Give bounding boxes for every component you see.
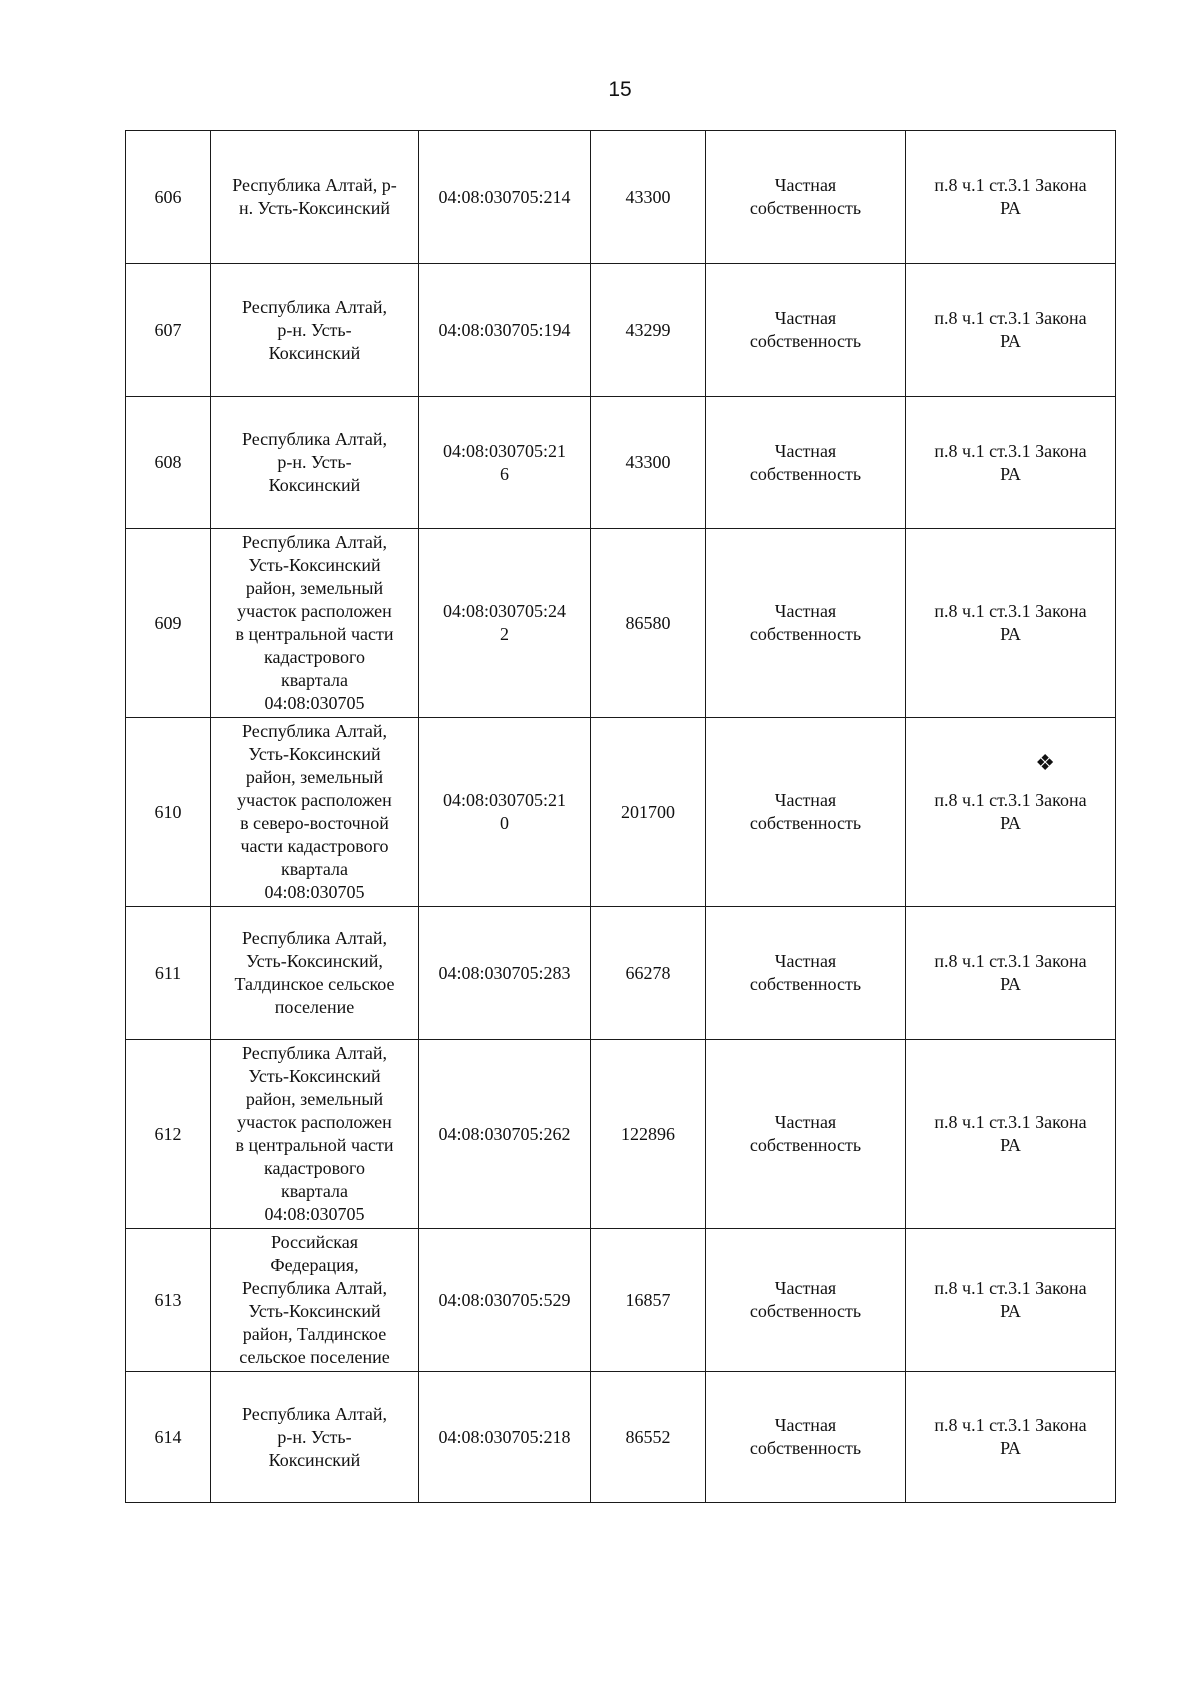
address-cell-line: Федерация, [270,1255,359,1275]
legal-basis-cell-line: п.8 ч.1 ст.3.1 Закона [934,951,1087,971]
area-cell [591,718,706,907]
address-cell-line: Республика Алтай, [241,296,388,317]
table-row [126,907,1116,1040]
ownership-cell-line: Частная [774,1112,837,1132]
address-cell-line: поселение [274,997,355,1017]
address-cell-line: район, земельный [245,767,384,787]
address-cell-line: в центральной части [235,1135,394,1155]
cadastral-number-cell [419,1229,591,1372]
address-cell-line: Республика Алтай, р- [232,175,397,195]
ownership-cell-line: Частная [774,951,837,971]
address-cell-line: Усть-Коксинский [248,555,381,575]
address-cell-line: 04:08:030705 [264,882,365,902]
address-cell-line: Коксинский [268,475,361,495]
row-number-cell-line: 614 [154,1426,182,1447]
address-cell-line: в центральной части [235,624,394,644]
legal-basis-cell-line: РА [1000,1301,1021,1321]
area-cell-line: 86552 [625,1426,671,1447]
row-number-cell-line: 607 [154,319,182,340]
address-cell-line: квартала [281,859,348,879]
address-cell-line: район, земельный [245,578,384,598]
area-cell [591,529,706,718]
ownership-cell-line: Частная [774,601,837,621]
address-cell-line: участок расположен [237,790,392,810]
legal-basis-cell-line: РА [1000,974,1021,994]
address-cell-line: Усть-Коксинский [248,1066,381,1086]
area-cell [591,1040,706,1229]
address-cell-line: Российская [271,1232,358,1252]
address-cell-line: Республика Алтай, [241,429,388,449]
cadastral-number-cell-line: 6 [500,463,509,484]
legal-basis-cell [906,264,1116,397]
address-cell-line: Усть-Коксинский, [246,951,383,971]
legal-basis-cell-line: РА [1000,331,1021,351]
address-cell-line: Республика Алтай, [241,532,388,552]
ownership-cell-line: собственность [749,198,862,218]
row-number-cell [126,1040,211,1229]
address-cell-line: 04:08:030705 [264,1204,365,1224]
address-cell-line: р-н. Усть- [277,319,352,340]
cadastral-number-cell-line: 04:08:030705:214 [438,186,571,207]
area-cell-line: 201700 [621,801,675,822]
table-body [126,131,1116,1503]
ownership-cell-line: собственность [749,974,862,994]
legal-basis-cell-line: п.8 ч.1 ст.3.1 Закона [934,601,1087,621]
area-cell [591,131,706,264]
cadastral-number-cell-line: 04:08:030705:283 [438,962,571,983]
cadastral-number-cell-line: 0 [500,813,509,833]
address-cell-line: кадастрового [264,647,365,667]
cadastral-number-cell [419,1372,591,1503]
legal-basis-cell-line: п.8 ч.1 ст.3.1 Закона [934,308,1087,328]
table-row [126,529,1116,718]
legal-basis-cell-line: РА [1000,624,1021,644]
legal-basis-cell [906,529,1116,718]
cadastral-number-cell [419,718,591,907]
legal-basis-cell-line: п.8 ч.1 ст.3.1 Закона [934,1278,1087,1298]
address-cell-line: Коксинский [268,1449,361,1470]
address-cell-line: Республика Алтай, [241,721,388,741]
legal-basis-cell-line: п.8 ч.1 ст.3.1 Закона [934,440,1087,461]
cadastral-number-cell [419,264,591,397]
address-cell-line: квартала [281,670,348,690]
ownership-cell-line: собственность [749,1438,862,1458]
legal-basis-cell [906,1372,1116,1503]
cadastral-number-cell [419,397,591,529]
cadastral-number-cell-line: 04:08:030705:24 [442,601,566,621]
ownership-cell [706,529,906,718]
page-number: 15 [608,78,632,101]
cadastral-number-cell [419,529,591,718]
address-cell-line: кадастрового [264,1158,365,1178]
address-cell [211,264,419,397]
row-number-cell-line: 611 [154,962,182,983]
address-cell-line: квартала [281,1181,348,1201]
area-cell [591,1229,706,1372]
legal-basis-cell-line: РА [1000,463,1021,484]
ownership-cell-line: Частная [774,1278,837,1298]
cadastral-number-cell [419,907,591,1040]
row-number-cell [126,264,211,397]
address-cell-line: участок расположен [237,601,392,621]
ownership-cell [706,1040,906,1229]
address-cell-line: район, Талдинское [242,1324,387,1344]
ownership-cell-line: собственность [749,463,862,484]
address-cell-line: 04:08:030705 [264,693,365,713]
ownership-cell [706,907,906,1040]
legal-basis-cell-line: РА [1000,198,1021,218]
ownership-cell-line: Частная [774,308,837,328]
row-number-cell [126,1229,211,1372]
area-cell-line: 43300 [625,186,671,207]
legal-basis-cell-line: РА [1000,813,1021,833]
legal-basis-cell [906,397,1116,529]
row-number-cell-line: 608 [154,452,182,472]
table-row [126,718,1116,907]
table-row [126,397,1116,529]
address-cell-line: р-н. Усть- [277,1426,352,1447]
cadastral-number-cell [419,131,591,264]
cadastral-number-cell [419,1040,591,1229]
address-cell-line: в северо-восточной [240,813,389,833]
ownership-cell [706,131,906,264]
land-registry-table [125,130,1116,1503]
address-cell-line: Республика Алтай, [241,1278,388,1298]
ownership-cell [706,264,906,397]
ink-blot-mark: ❖ [1035,750,1055,775]
row-number-cell-line: 606 [154,186,182,207]
row-number-cell [126,131,211,264]
address-cell-line: Усть-Коксинский [248,744,381,764]
cadastral-number-cell-line: 04:08:030705:529 [438,1289,571,1310]
address-cell [211,131,419,264]
ownership-cell-line: Частная [774,790,837,810]
legal-basis-cell-line: РА [1000,1438,1021,1458]
table-row [126,1229,1116,1372]
legal-basis-cell-line: п.8 ч.1 ст.3.1 Закона [934,1415,1087,1435]
ownership-cell-line: собственность [749,331,862,351]
legal-basis-cell-line: РА [1000,1135,1021,1155]
cadastral-number-cell-line: 04:08:030705:194 [438,319,571,340]
address-cell-line: Республика Алтай, [241,928,388,948]
address-cell [211,907,419,1040]
legal-basis-cell [906,1229,1116,1372]
address-cell [211,1040,419,1229]
ownership-cell-line: Частная [774,175,837,195]
address-cell [211,529,419,718]
cadastral-number-cell-line: 04:08:030705:218 [438,1426,571,1447]
ownership-cell [706,718,906,907]
legal-basis-cell-line: п.8 ч.1 ст.3.1 Закона [934,790,1087,810]
ownership-cell [706,397,906,529]
row-number-cell [126,1372,211,1503]
address-cell-line: участок расположен [237,1112,392,1132]
row-number-cell [126,529,211,718]
area-cell-line: 43299 [625,319,671,340]
row-number-cell-line: 613 [154,1289,182,1310]
legal-basis-cell-line: п.8 ч.1 ст.3.1 Закона [934,175,1087,195]
ownership-cell [706,1229,906,1372]
cadastral-number-cell-line: 2 [500,624,509,644]
table-row [126,131,1116,264]
legal-basis-cell [906,1040,1116,1229]
row-number-cell [126,718,211,907]
address-cell-line: Республика Алтай, [241,1403,388,1424]
address-cell-line: сельское поселение [239,1347,390,1367]
row-number-cell-line: 610 [154,801,182,822]
legal-basis-cell [906,718,1116,907]
ownership-cell-line: Частная [774,1415,837,1435]
legal-basis-cell-line: п.8 ч.1 ст.3.1 Закона [934,1112,1087,1132]
area-cell [591,264,706,397]
address-cell-line: Республика Алтай, [241,1043,388,1063]
address-cell-line: р-н. Усть- [277,452,352,472]
ownership-cell-line: собственность [749,1135,862,1155]
address-cell-line: Коксинский [268,342,361,363]
ownership-cell-line: собственность [749,624,862,644]
cadastral-number-cell-line: 04:08:030705:21 [442,790,566,810]
legal-basis-cell [906,131,1116,264]
ownership-cell-line: собственность [749,813,862,833]
address-cell-line: Талдинское сельское [234,974,395,994]
table-row [126,264,1116,397]
address-cell [211,1229,419,1372]
legal-basis-cell [906,907,1116,1040]
address-cell [211,1372,419,1503]
area-cell-line: 86580 [625,612,671,633]
ownership-cell [706,1372,906,1503]
area-cell-line: 43300 [625,452,671,472]
area-cell-line: 16857 [625,1289,671,1310]
table-row [126,1040,1116,1229]
cadastral-number-cell-line: 04:08:030705:21 [442,440,566,461]
area-cell [591,907,706,1040]
row-number-cell [126,907,211,1040]
row-number-cell [126,397,211,529]
area-cell-line: 66278 [625,962,671,983]
ownership-cell-line: собственность [749,1301,862,1321]
cadastral-number-cell-line: 04:08:030705:262 [438,1123,571,1144]
row-number-cell-line: 612 [154,1123,182,1144]
address-cell [211,397,419,529]
table-row [126,1372,1116,1503]
address-cell [211,718,419,907]
address-cell-line: н. Усть-Коксинский [239,198,390,218]
ownership-cell-line: Частная [774,440,837,461]
address-cell-line: район, земельный [245,1089,384,1109]
row-number-cell-line: 609 [154,612,182,633]
area-cell [591,397,706,529]
area-cell-line: 122896 [621,1123,675,1144]
address-cell-line: Усть-Коксинский [248,1301,381,1321]
area-cell [591,1372,706,1503]
address-cell-line: части кадастрового [240,836,389,856]
